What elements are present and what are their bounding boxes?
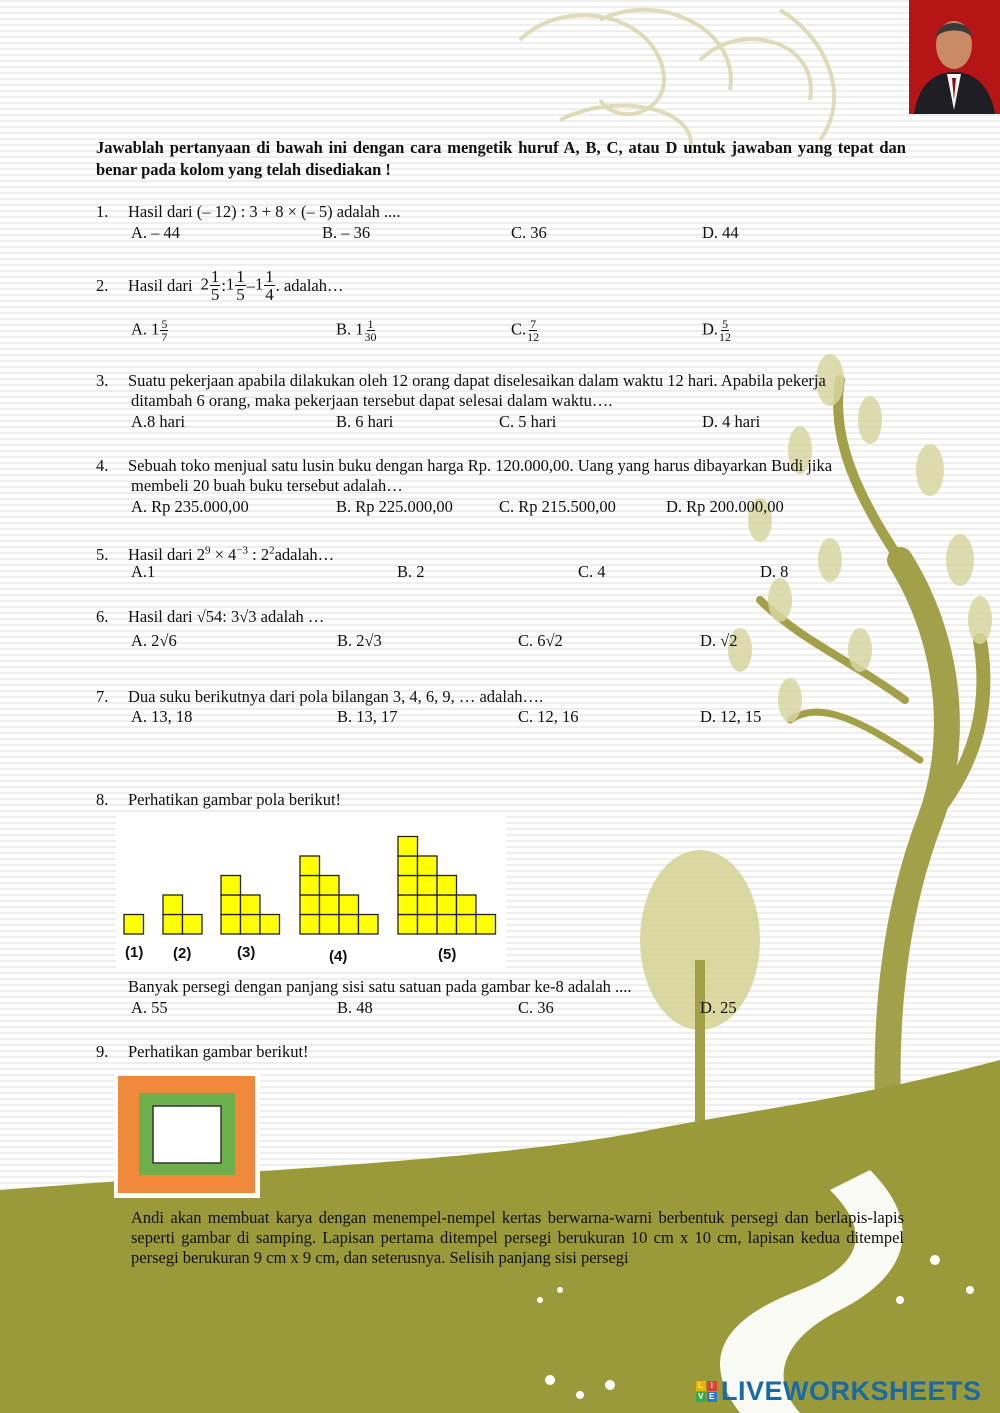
unit-square (320, 915, 340, 935)
q3-option-b: B. 6 hari (336, 412, 394, 431)
unit-square (221, 895, 241, 915)
question-number: 2. (96, 275, 109, 295)
q5-option-a: A.1 (131, 562, 156, 581)
q7-option-a: A. 13, 18 (131, 707, 193, 726)
unit-square (398, 876, 418, 896)
unit-square (260, 915, 280, 935)
unit-square (221, 915, 241, 935)
figure-label-4: (4) (329, 948, 348, 965)
q5-option-c: C. 4 (578, 562, 606, 581)
unit-square (183, 915, 203, 935)
figure-label-3: (3) (237, 944, 256, 961)
question-text: Perhatikan gambar berikut! (128, 1042, 309, 1061)
author-photo (909, 0, 1000, 114)
figure-label-5: (5) (438, 946, 457, 963)
unit-square (163, 915, 183, 935)
question-text: Suatu pekerjaan apabila dilakukan oleh 12 orang dapat diselesaikan dalam waktu 12 hari. Apabila pekerja (128, 371, 826, 390)
unit-square (437, 915, 457, 935)
question-text-suffix: . adalah… (275, 275, 344, 295)
question-text-prefix: Hasil dari (128, 275, 193, 295)
q1-option-c: C. 36 (511, 223, 547, 242)
q6-option-a: A. 2√6 (131, 631, 177, 650)
mixed-number-3: 1 $\frac{1}{4}$ (254, 267, 274, 304)
white-center-square (153, 1106, 221, 1163)
q6-option-b: B. 2√3 (337, 631, 382, 650)
unit-square (163, 895, 183, 915)
figure-label-2: (2) (173, 945, 192, 962)
unit-square (398, 915, 418, 935)
unit-square (398, 856, 418, 876)
question-8: 8. Perhatikan gambar pola berikut! (96, 790, 342, 809)
q6-option-d: D. √2 (700, 631, 738, 650)
q7-option-b: B. 13, 17 (337, 707, 398, 726)
q3-option-c: C. 5 hari (499, 412, 557, 431)
liveworksheets-logo[interactable] (696, 1376, 982, 1407)
q8-option-d: D. 25 (700, 998, 737, 1017)
question-4: 4. Sebuah toko menjual satu lusin buku dengan harga Rp. 120.000,00. Uang yang harus dibayarkan Budi jika membeli 20 buah buku tersebut adalah… (96, 456, 926, 496)
unit-square (418, 895, 438, 915)
q4-option-d: D. Rp 200.000,00 (666, 497, 784, 516)
unit-square (320, 876, 340, 896)
q3-option-a: A.8 hari (131, 412, 186, 431)
question-text: Hasil dari (– 12) : 3 + 8 × (– 5) adalah .... (128, 202, 401, 221)
unit-square (398, 895, 418, 915)
question-5: 5. Hasil dari $2^9 \times 4^{-3}$ : $2^2adalah\dots$ (96, 544, 335, 564)
q9-paragraph: Andi akan membuat karya dengan menempel-nempel kertas berwarna-warni berbentuk persegi dan berlapis-lapis seperti gambar di samping. Lapisan pertama ditempel persegi berukuran 10 cm x 10 cm, lapisan kedua ditempel persegi berukuran 9 cm x 9 cm, dan seterusnya. Selisih panjang sisi persegi (131, 1208, 904, 1267)
q5-option-b: B. 2 (397, 562, 425, 581)
operator-divide: : (221, 275, 226, 295)
instruction-text: Jawablah pertanyaan di bawah ini dengan cara mengetik huruf A, B, C, atau D untuk jawaban yang tepat dan benar pada kolom yang telah disediakan ! (96, 138, 906, 179)
q8-option-c: C. 36 (518, 998, 554, 1017)
q8-option-a: A. 55 (131, 998, 168, 1017)
question-text: Hasil dari $2^9 \times 4^{-3}$ : $2^2adalah\dots$ (128, 544, 335, 564)
unit-square (241, 895, 261, 915)
question-text: Sebuah toko menjual satu lusin buku dengan harga Rp. 120.000,00. Uang yang harus dibayarkan Budi jika (128, 456, 833, 475)
q2-option-a: A. 1 $\frac{5}{7}$ (131, 317, 168, 344)
unit-square (457, 915, 477, 935)
unit-square (241, 915, 261, 935)
unit-square (339, 915, 359, 935)
figure-label-1: (1) (125, 944, 144, 961)
q4-option-a: A. Rp 235.000,00 (131, 497, 249, 516)
q1-option-b: B. – 36 (322, 223, 371, 242)
unit-square (437, 895, 457, 915)
q6-option-c: C. 6√2 (518, 631, 563, 650)
layered-squares-figure (114, 1072, 260, 1198)
logo-text: LIVEWORKSHEETS (721, 1376, 982, 1406)
q2-option-b: B. 1 $\frac{1}{30}$ (336, 317, 377, 344)
q8-question-text: Banyak persegi dengan panjang sisi satu satuan pada gambar ke-8 adalah .... (128, 977, 632, 996)
question-text-cont: membeli 20 buah buku tersebut adalah… (131, 476, 403, 495)
question-2 (96, 268, 926, 303)
q4-option-b: B. Rp 225.000,00 (336, 497, 453, 516)
unit-square (359, 915, 379, 935)
unit-square (300, 915, 320, 935)
unit-square (300, 856, 320, 876)
q4-option-c: C. Rp 215.500,00 (499, 497, 616, 516)
staircase-pattern-figure (116, 812, 506, 972)
question-text: Perhatikan gambar pola berikut! (128, 790, 342, 809)
question-number: 1. (96, 202, 109, 221)
q1-option-d: D. 44 (702, 223, 739, 242)
q5-option-d: D. 8 (760, 562, 789, 581)
unit-square (418, 915, 438, 935)
q2-option-d: D. $\frac{5}{12}$ (702, 317, 732, 344)
q7-option-c: C. 12, 16 (518, 707, 579, 726)
question-9: 9. Perhatikan gambar berikut! (96, 1042, 309, 1061)
question-text: Hasil dari √54: 3√3 adalah … (128, 607, 325, 626)
q1-option-a: A. – 44 (131, 223, 181, 242)
unit-square (457, 895, 477, 915)
unit-square (320, 895, 340, 915)
question-6: 6. Hasil dari √54: 3√3 adalah … (96, 607, 325, 626)
q3-option-d: D. 4 hari (702, 412, 761, 431)
mixed-number-1: 2 $\frac{1}{5}$ (200, 267, 220, 304)
unit-square (339, 895, 359, 915)
question-text-cont: ditambah 6 orang, maka pekerjaan tersebut dapat selesai dalam waktu…. (131, 391, 613, 410)
operator-minus: – (246, 275, 255, 295)
unit-square (221, 876, 241, 896)
question-3: 3. Suatu pekerjaan apabila dilakukan oleh 12 orang dapat diselesaikan dalam waktu 12 hari. Apabila pekerja ditambah 6 orang, maka pekerjaan tersebut dapat selesai dalam waktu…. (96, 371, 926, 411)
unit-square (418, 856, 438, 876)
q2-option-c: C. $\frac{7}{12}$ (511, 317, 540, 344)
mixed-number-2: 1 $\frac{1}{5}$ (225, 267, 245, 304)
question-1 (96, 202, 926, 222)
logo-mark-icon: L I V E (696, 1381, 717, 1402)
question-text: Dua suku berikutnya dari pola bilangan 3, 4, 6, 9, … adalah…. (128, 687, 544, 706)
unit-square (300, 895, 320, 915)
unit-square (124, 915, 144, 935)
q8-option-b: B. 48 (337, 998, 373, 1017)
unit-square (476, 915, 496, 935)
question-7: 7. Dua suku berikutnya dari pola bilangan 3, 4, 6, 9, … adalah…. (96, 687, 544, 706)
unit-square (398, 837, 418, 857)
unit-square (437, 876, 457, 896)
q7-option-d: D. 12, 15 (700, 707, 762, 726)
unit-square (418, 876, 438, 896)
unit-square (300, 876, 320, 896)
